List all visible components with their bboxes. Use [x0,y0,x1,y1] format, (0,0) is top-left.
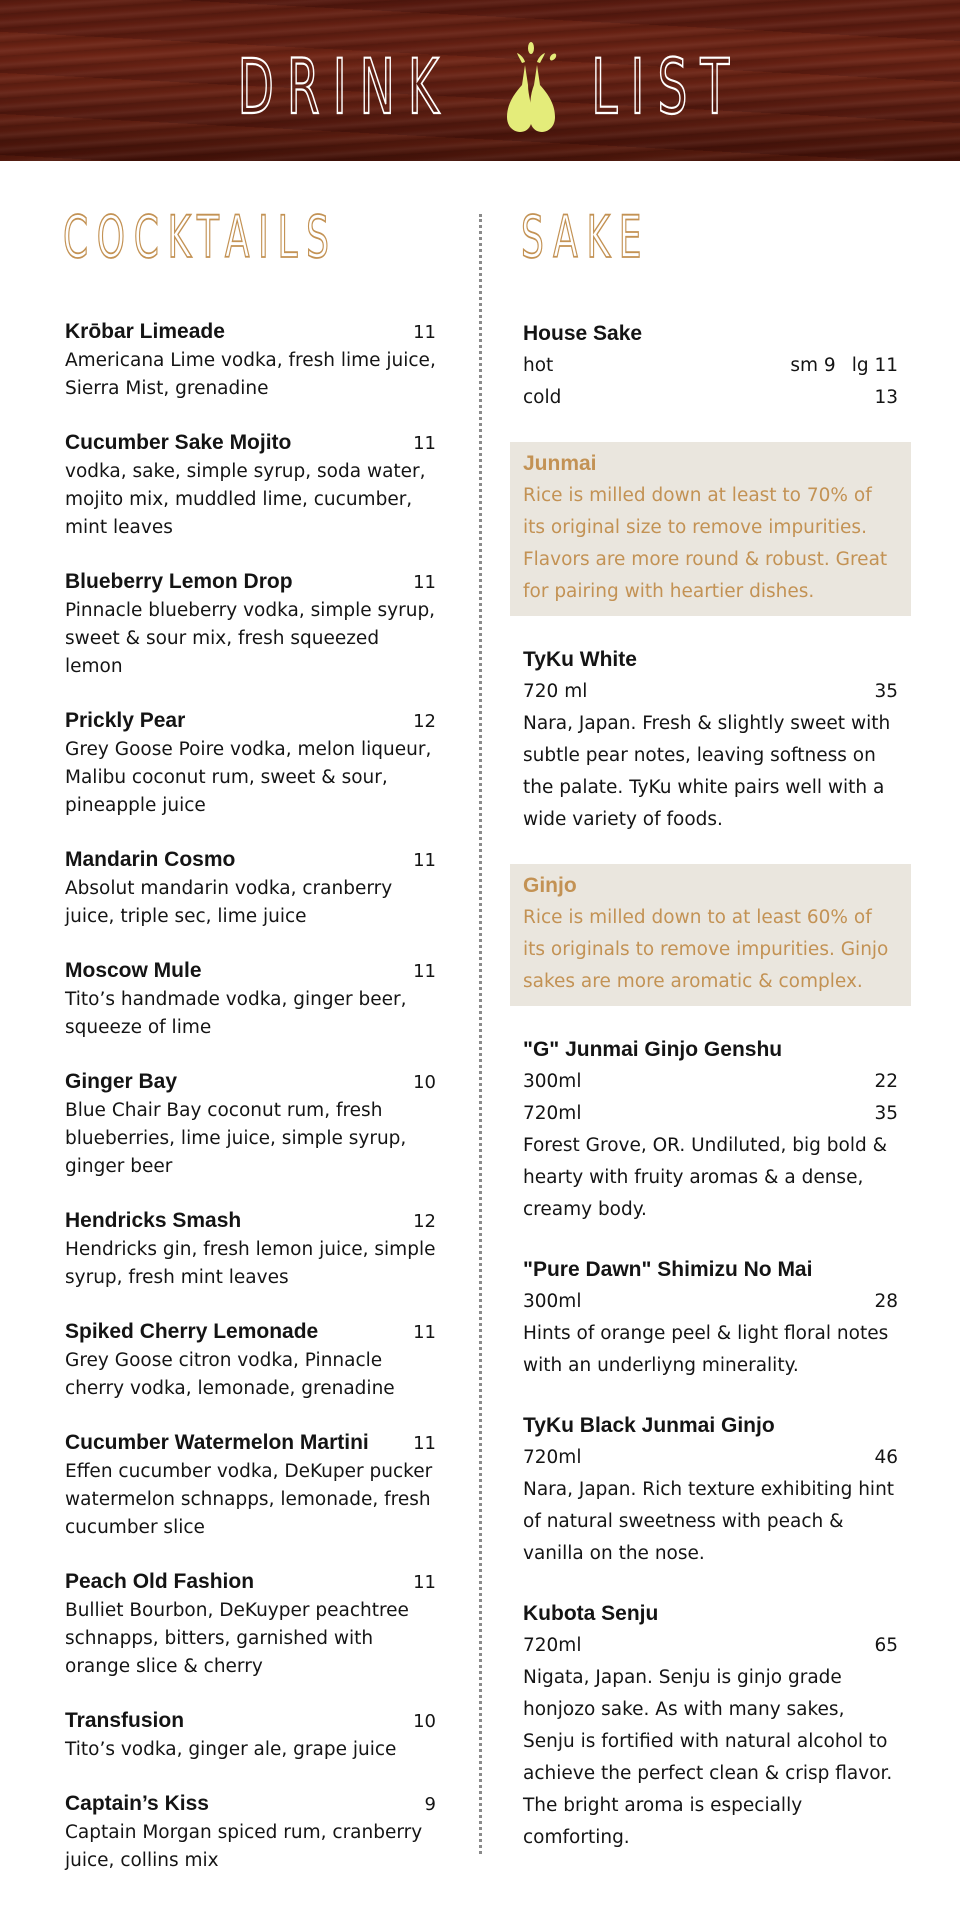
sake-description: Nigata, Japan. Senju is ginjo grade honjozo sake. As with many sakes, Senju is fortified with natural alcohol to achieve the perfect clean & crisp flavor. The bright aroma is especially comforting. [523,1667,893,1848]
drink-description: Absolut mandarin vodka, cranberry juice, triple sec, lime juice [65,878,393,927]
sake-list [523,318,898,1882]
list-item [65,846,436,931]
drink-price: 11 [413,433,436,454]
list-item [65,957,436,1042]
list-item [523,1254,898,1382]
price-row [523,1630,898,1662]
price: 22 [874,1071,898,1092]
price-row-hot [523,350,898,382]
list-item [65,1068,436,1181]
grade-name: Ginjo [523,874,577,897]
bottle-size: 300ml [523,1291,582,1312]
bottle-size: 720ml [523,1447,582,1468]
drink-price: 10 [413,1072,436,1093]
list-item [65,1207,436,1292]
column-divider [479,214,482,1854]
sake-name: "G" Junmai Ginjo Genshu [523,1038,783,1061]
drink-price: 11 [413,961,436,982]
drink-name: Peach Old Fashion [65,1570,255,1593]
drink-description: Grey Goose Poire vodka, melon liqueur, Malibu coconut rum, sweet & sour, pineapple juice [65,739,432,816]
grade-info-junmai [510,442,911,616]
sake-bottles-icon [495,41,567,133]
drink-name: Captain’s Kiss [65,1792,209,1815]
drink-name: Transfusion [65,1709,185,1732]
drink-price: 11 [413,850,436,871]
drink-name: Krōbar Limeade [65,320,225,343]
cocktails-heading: COCKTAILS [63,203,338,271]
drink-price: 9 [424,1794,436,1815]
list-item [65,1707,436,1764]
drink-description: Blue Chair Bay coconut rum, fresh blueberries, lime juice, simple syrup, ginger beer [65,1100,407,1177]
price: 46 [874,1447,898,1468]
price-row [523,1066,898,1098]
price-large: lg 11 [851,355,898,376]
drink-price: 11 [413,1433,436,1454]
list-item [65,1790,436,1875]
sake-description: Hints of orange peel & light floral notes with an underliyng minerality. [523,1323,889,1376]
drink-description: Americana Lime vodka, fresh lime juice, Sierra Mist, grenadine [65,350,436,399]
drink-name: Spiked Cherry Lemonade [65,1320,319,1343]
list-item [523,1034,898,1226]
list-item [65,429,436,542]
bottle-size: 300ml [523,1071,582,1092]
title-word-drink: DRINK [237,42,452,131]
drink-price: 11 [413,322,436,343]
drink-price: 11 [413,1572,436,1593]
drink-name: Mandarin Cosmo [65,848,236,871]
drink-name: Cucumber Watermelon Martini [65,1431,369,1454]
price: 28 [874,1291,898,1312]
serving-label: cold [523,387,562,408]
drink-description: Pinnacle blueberry vodka, simple syrup, sweet & sour mix, fresh squeezed lemon [65,600,436,677]
grade-description: Rice is milled down to at least 60% of its originals to remove impurities. Ginjo sakes are more aromatic & complex. [523,907,889,992]
drink-description: Tito’s vodka, ginger ale, grape juice [65,1739,397,1760]
sake-description: Nara, Japan. Fresh & slightly sweet with subtle pear notes, leaving softness on the palate. TyKu white pairs well with a wide variety of foods. [523,713,891,830]
grade-name: Junmai [523,452,597,475]
drink-price: 12 [413,1211,436,1232]
drink-description: vodka, sake, simple syrup, soda water, mojito mix, muddled lime, cucumber, mint leaves [65,461,426,538]
drink-name: Blueberry Lemon Drop [65,570,293,593]
price-row-cold [523,382,898,414]
drink-name: Prickly Pear [65,709,186,732]
sake-description: Nara, Japan. Rich texture exhibiting hint of natural sweetness with peach & vanilla on the nose. [523,1479,895,1564]
sake-name: Kubota Senju [523,1602,659,1625]
sake-name: TyKu Black Junmai Ginjo [523,1414,775,1437]
drink-name: Cucumber Sake Mojito [65,431,292,454]
price-row [523,1442,898,1474]
sake-name: TyKu White [523,648,637,671]
price-row [523,1098,898,1130]
list-item [65,707,436,820]
list-item [65,568,436,681]
header-banner [0,0,960,161]
sake-description: Forest Grove, OR. Undiluted, big bold & hearty with fruity aromas & a dense, creamy body. [523,1135,888,1220]
drink-price: 12 [413,711,436,732]
drink-price: 11 [413,572,436,593]
price-small: sm 9 [790,355,836,376]
drink-name: Moscow Mule [65,959,202,982]
drink-description: Grey Goose citron vodka, Pinnacle cherry vodka, lemonade, grenadine [65,1350,395,1399]
price: 13 [874,387,898,408]
house-sake [523,318,898,414]
cocktails-list [65,318,436,1901]
drink-name: Ginger Bay [65,1070,178,1093]
sake-name: "Pure Dawn" Shimizu No Mai [523,1258,813,1281]
list-item [65,1568,436,1681]
list-item [65,318,436,403]
sake-heading: SAKE [521,203,651,271]
list-item [65,1318,436,1403]
sake-name: House Sake [523,322,643,345]
drink-description: Tito’s handmade vodka, ginger beer, squeeze of lime [65,989,407,1038]
grade-info-ginjo [510,864,911,1006]
drink-description: Effen cucumber vodka, DeKuper pucker watermelon schnapps, lemonade, fresh cucumber slice [65,1461,433,1538]
list-item [65,1429,436,1542]
price: 65 [874,1635,898,1656]
list-item [523,1410,898,1570]
title-word-list: LIST [591,42,743,131]
serving-label: hot [523,355,554,376]
drink-description: Bulliet Bourbon, DeKuyper peachtree schnapps, bitters, garnished with orange slice & cherry [65,1600,409,1677]
grade-description: Rice is milled down at least to 70% of its original size to remove impurities. Flavors are more round & robust. Great for pairing with heartier dishes. [523,485,888,602]
list-item [523,644,898,836]
drink-description: Captain Morgan spiced rum, cranberry juice, collins mix [65,1822,423,1871]
price: 35 [874,681,898,702]
page-title [0,42,960,132]
price: 35 [874,1103,898,1124]
drink-description: Hendricks gin, fresh lemon juice, simple syrup, fresh mint leaves [65,1239,436,1288]
bottle-size: 720ml [523,1635,582,1656]
drink-price: 10 [413,1711,436,1732]
price-row [523,1286,898,1318]
drink-name: Hendricks Smash [65,1209,242,1232]
bottle-size: 720ml [523,1103,582,1124]
drink-price: 11 [413,1322,436,1343]
bottle-size: 720 ml [523,681,588,702]
price-row [523,676,898,708]
list-item [523,1598,898,1854]
